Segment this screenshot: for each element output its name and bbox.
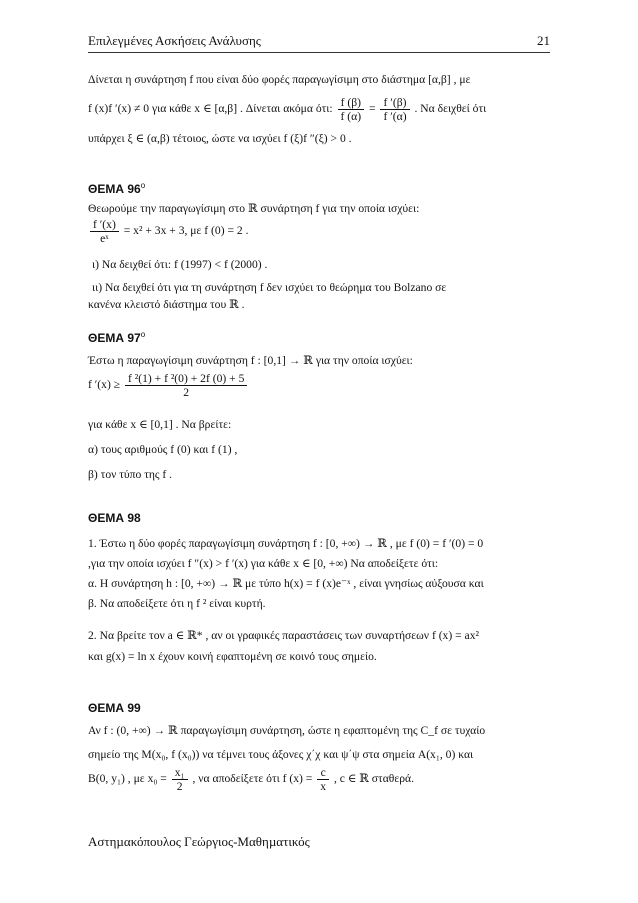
fraction-numerator: x₁ [172,766,188,780]
fraction-c-over-x [317,766,329,793]
theme-96-heading [88,181,145,196]
theme-99-line-2: σημείο της M(x₀, f (x₀)) να τέμνει τους άξονες χ΄χ και ψ΄ψ στα σημεία A(x₁, 0) και [88,748,474,761]
theme-98-line-2: ,για την οποία ισχύει f ″(x) > f ′(x) για κάθε x ∈ [0, +∞) Να αποδείξετε ότι: [88,557,439,570]
page-footer: Αστηµακόπουλος Γεώργιος-Μαθηµατικός [88,834,310,849]
intro-line-2-end: . Να δειχθεί ότι [414,102,487,116]
fraction-denominator: x [320,780,327,793]
theme-96-superscript: ο [140,181,146,190]
theme-97-line-2: για κάθε x ∈ [0,1] . Να βρείτε: [88,418,232,431]
intro-line-2 [88,96,486,123]
theme-96-item-2: ιι) Να δειχθεί ότι για τη συνάρτηση f δεν ισχύει το θεώρημα του Bolzano σε [92,281,447,294]
fraction-numerator: f ²(1) + f ²(0) + 2f (0) + 5 [125,372,247,386]
header-title: Επιλεγμένες Ασκήσεις Ανάλυσης [88,33,261,48]
intro-line-1: Δίνεται η συνάρτηση f που είναι δύο φορές παραγωγίσιμη στο διάστημα [α,β] , με [88,73,471,86]
fraction-denominator: f ′(α) [383,110,407,123]
fraction-numerator: f ′(x) [90,218,119,232]
inequality-lhs: f ′(x) ≥ [88,378,121,392]
fraction-denominator: f (α) [340,110,362,123]
theme-96-title: ΘΕΜΑ 96 [88,182,141,196]
theme-98-line-6: και g(x) = ln x έχουν κοινή εφαπτομένη σε κοινό τους σημείο. [88,650,377,663]
theme-99-heading [88,701,141,715]
theme-97-item-b: β) τον τύπο της f . [88,468,173,481]
theme-97-title: ΘΕΜΑ 97 [88,331,141,345]
page-number: 21 [537,33,550,48]
theme-97-superscript: ο [140,330,146,339]
theme-98-line-4: β. Να αποδείξετε ότι η f ² είναι κυρτή. [88,597,266,610]
fraction-fprime-over-exp [90,218,119,245]
theme-97-inequality [88,372,249,399]
theme-96-item-2-cont: κανένα κλειστό διάστημα του ℝ . [88,298,245,311]
theme-96-equation [88,218,249,245]
page-header [88,33,550,49]
theme-98-heading [88,511,141,525]
intro-line-3: υπάρχει ξ ∈ (α,β) τέτοιος, ώστε να ισχύει f (ξ)f ″(ξ) > 0 . [88,132,352,145]
fraction-denominator: 2 [183,386,190,399]
fraction-denominator: 2 [176,780,183,793]
fraction-f-beta-over-f-alpha [338,96,365,123]
theme-97-item-a: α) τους αριθμούς f (0) και f (1) , [88,443,238,456]
theme-98-title: ΘΕΜΑ 98 [88,511,141,525]
theme-96-item-1: ι) Να δειχθεί ότι: f (1997) < f (2000) . [92,258,268,271]
theme-99-line-3 [88,766,414,793]
theme-96-line-1: Θεωρούμε την παραγωγίσιμη στο ℝ συνάρτηση f για την οποία ισχύει: [88,202,420,215]
theme-98-line-5: 2. Να βρείτε τον a ∈ ℝ* , αν οι γραφικές παραστάσεις των συναρτήσεων f (x) = ax² [88,629,479,642]
fraction-x1-over-2 [172,766,188,793]
line-3-end: , c ∈ ℝ σταθερά. [333,772,414,786]
theme-99-line-1: Αν f : (0, +∞) → ℝ παραγωγίσιμη συνάρτηση, ώστε η εφαπτομένη της C_f σε τυχαίο [88,724,486,737]
header-rule [88,52,550,53]
line-3-start: B(0, y₁) , με x₀ = [88,772,167,786]
theme-98-line-1: 1. Έστω η δύο φορές παραγωγίσιμη συνάρτηση f : [0, +∞) → ℝ , με f (0) = f ′(0) = 0 [88,537,484,550]
equation-rhs: = x² + 3x + 3, με f (0) = 2 . [123,224,249,238]
fraction-inequality-rhs [125,372,247,399]
fraction-denominator: eˣ [100,232,109,245]
line-3-middle: , να αποδείξετε ότι f (x) = [192,772,313,786]
fraction-numerator: c [317,766,329,780]
fraction-numerator: f ′(β) [380,96,409,110]
theme-97-line-1: Έστω η παραγωγίσιμη συνάρτηση f : [0,1] → ℝ για την οποία ισχύει: [88,354,413,367]
theme-98-line-3: α. Η συνάρτηση h : [0, +∞) → ℝ με τύπο h(x) = f (x)e⁻ˣ , είναι γνησίως αύξουσα και [88,577,484,590]
intro-line-2-text: f (x)f ′(x) ≠ 0 για κάθε x ∈ [α,β] . Δίνεται ακόμα ότι: [88,102,333,116]
fraction-numerator: f (β) [338,96,365,110]
theme-97-heading [88,330,145,345]
equals-sign: = [369,102,376,116]
theme-99-title: ΘΕΜΑ 99 [88,701,141,715]
fraction-fprime-beta-over-fprime-alpha [380,96,409,123]
